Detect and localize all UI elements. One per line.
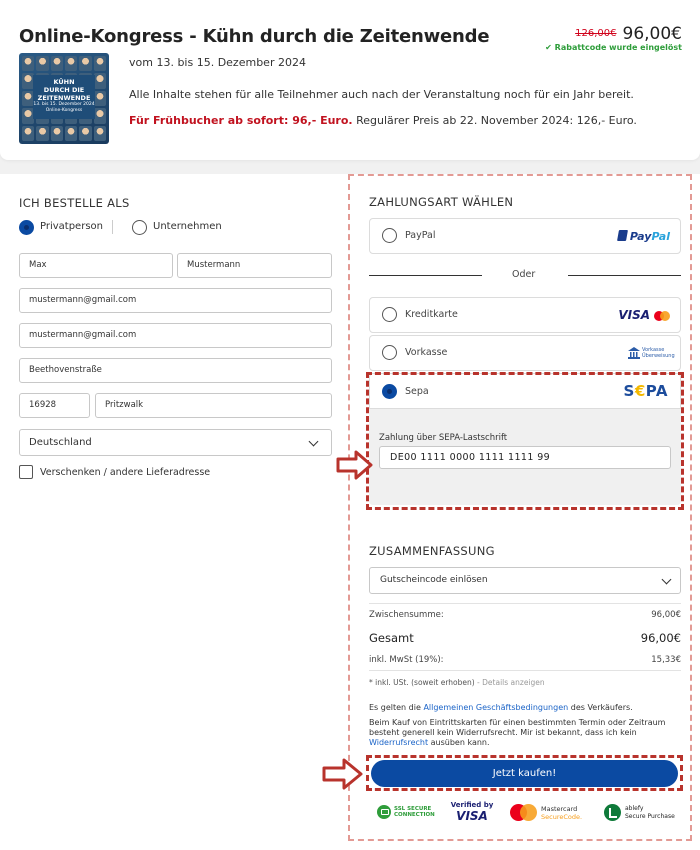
- withdrawal-link[interactable]: Widerrufsrecht: [369, 738, 429, 747]
- radio-card[interactable]: [382, 307, 397, 322]
- total-value: 96,00€: [640, 631, 681, 645]
- country-value: Deutschland: [29, 437, 92, 448]
- radio-paypal[interactable]: [382, 228, 397, 243]
- order-as-title: ICH BESTELLE ALS: [19, 196, 130, 210]
- radio-prepay[interactable]: [382, 345, 397, 360]
- first-name-input[interactable]: Max: [19, 253, 173, 278]
- email-confirm-input[interactable]: mustermann@gmail.com: [19, 323, 332, 348]
- divider: [369, 603, 681, 604]
- subtotal-label: Zwischensumme:: [369, 610, 444, 620]
- divider: [369, 670, 681, 671]
- promo-highlight: Für Frühbucher ab sofort: 96,- Euro.: [129, 114, 353, 127]
- vbv-text-a: Verified by: [450, 801, 494, 809]
- mastercard-securecode-badge: [510, 801, 590, 825]
- ablefy-badge: [604, 801, 680, 825]
- tax-note: [369, 678, 545, 687]
- street-input[interactable]: Beethovenstraße: [19, 358, 332, 383]
- chevron-down-icon: [309, 437, 319, 447]
- coupon-status: [545, 43, 682, 52]
- label-card: Kreditkarte: [405, 309, 458, 320]
- price-old: 126,00€: [575, 28, 617, 39]
- thumb-line2: DURCH DIE: [43, 86, 85, 94]
- zip-input[interactable]: 16928: [19, 393, 90, 418]
- total-label: Gesamt: [369, 631, 414, 645]
- ssl-text-a: SSL SECURE: [394, 806, 432, 812]
- sepa-logo-b: €: [634, 382, 646, 400]
- bank-transfer-logo-icon: [628, 345, 675, 363]
- verified-by-visa-badge: [447, 801, 497, 825]
- ssl-badge-text: [394, 806, 435, 818]
- mastercard-badge-text: [541, 805, 582, 821]
- ssl-text-b: CONNECTION: [394, 812, 435, 818]
- thumbnail-caption: [33, 75, 95, 119]
- payment-option-card[interactable]: [369, 297, 681, 333]
- email-input[interactable]: mustermann@gmail.com: [19, 288, 332, 313]
- coupon-status-text: Rabattcode wurde eingelöst: [554, 43, 682, 52]
- ablefy-text-b: Secure Purchase: [625, 813, 675, 820]
- check-icon: ✔: [545, 43, 552, 52]
- sepa-logo-a: S: [623, 382, 635, 400]
- ssl-badge: [377, 801, 442, 825]
- gift-checkbox[interactable]: [19, 465, 33, 479]
- terms-pre: Es gelten die: [369, 703, 424, 712]
- sepa-logo-c: PA: [645, 382, 668, 400]
- product-thumbnail: [19, 53, 109, 144]
- iban-input[interactable]: DE00 1111 0000 1111 1111 99: [379, 446, 671, 469]
- label-private: Privatperson: [40, 221, 103, 232]
- payment-option-paypal[interactable]: [369, 218, 681, 254]
- checkout-main: [0, 174, 700, 850]
- sepa-highlight-frame: [366, 372, 684, 510]
- mc-text-a: Mastercard: [541, 805, 578, 813]
- price-new: 96,00€: [622, 24, 682, 44]
- terms-text: [369, 703, 633, 712]
- or-divider-left: [369, 275, 482, 276]
- terms-post: des Verkäufers.: [568, 703, 633, 712]
- subtotal-value: 96,00€: [651, 610, 681, 620]
- visa-logo-icon: VISA: [618, 308, 650, 322]
- summary-title: ZUSAMMENFASSUNG: [369, 544, 495, 558]
- promo-regular: Regulärer Preis ab 22. November 2024: 126,- Euro.: [352, 114, 637, 127]
- bank-icon: [628, 347, 640, 359]
- mastercard-circle-icon-b: [520, 804, 537, 821]
- ablefy-logo-icon: [604, 804, 621, 821]
- last-name-input[interactable]: Mustermann: [177, 253, 332, 278]
- withdrawal-text: Beim Kauf von Eintrittskarten für einen bestimmten Termin oder Zeitraum besteht generell kein Widerrufsrecht. Mir ist bekannt, dass ich kein: [369, 718, 666, 737]
- radio-separator: [112, 220, 113, 234]
- label-prepay: Vorkasse: [405, 347, 448, 358]
- trust-badges: [369, 801, 681, 825]
- payment-title: ZAHLUNGSART WÄHLEN: [369, 195, 514, 209]
- arrow-right-icon: [322, 757, 364, 791]
- vat-label: inkl. MwSt (19%):: [369, 655, 444, 665]
- gift-label: Verschenken / andere Lieferadresse: [40, 467, 211, 478]
- radio-company[interactable]: [132, 220, 147, 235]
- or-label: Oder: [512, 269, 536, 280]
- product-header: [0, 0, 700, 160]
- thumb-line1: KÜHN: [53, 78, 75, 86]
- withdrawal-notice: [369, 718, 669, 748]
- ablefy-text-a: ablefy: [625, 805, 644, 812]
- price-box: [575, 24, 682, 44]
- event-promo: [129, 114, 637, 127]
- thumb-line4: 13. bis 15. Dezember 2024: [33, 102, 95, 107]
- thumb-line3: ZEITENWENDE: [37, 94, 91, 102]
- terms-link[interactable]: Allgemeinen Geschäftsbedingungen: [423, 703, 569, 712]
- details-link[interactable]: - Details anzeigen: [474, 678, 545, 687]
- prepay-logo-a: Vorkasse: [642, 347, 665, 353]
- bank-transfer-logo-text: [642, 347, 675, 359]
- tax-note-text: * inkl. USt. (soweit erhoben): [369, 678, 475, 687]
- prepay-logo-b: Überweisung: [642, 353, 675, 359]
- sepa-field-label: Zahlung über SEPA-Lastschrift: [379, 433, 508, 443]
- country-select[interactable]: [19, 429, 332, 456]
- ablefy-badge-text: [625, 805, 675, 821]
- lock-icon: [377, 805, 391, 819]
- city-input[interactable]: Pritzwalk: [95, 393, 332, 418]
- paypal-logo-a: Pay: [629, 230, 652, 243]
- product-title: Online-Kongress - Kühn durch die Zeitenwende: [19, 26, 490, 47]
- paypal-logo-icon: [618, 230, 670, 243]
- label-company: Unternehmen: [153, 221, 222, 232]
- vbv-text-b: VISA: [456, 809, 488, 823]
- voucher-dropdown[interactable]: [369, 567, 681, 594]
- label-sepa: Sepa: [405, 386, 429, 397]
- chevron-down-icon: [662, 575, 672, 585]
- event-info: Alle Inhalte stehen für alle Teilnehmer auch nach der Veranstaltung noch für ein Jahr bereit.: [129, 88, 634, 101]
- or-divider-right: [568, 275, 681, 276]
- vat-value: 15,33€: [651, 655, 681, 665]
- arrow-right-icon: [336, 449, 374, 481]
- thumb-line5: Online-Kongress: [45, 108, 83, 113]
- event-date: vom 13. bis 15. Dezember 2024: [129, 56, 306, 69]
- mastercard-logo-icon-b: [660, 311, 670, 321]
- payment-option-prepay[interactable]: [369, 335, 681, 371]
- buy-now-button[interactable]: Jetzt kaufen!: [371, 760, 678, 787]
- mc-text-b: SecureCode.: [541, 813, 583, 821]
- paypal-logo-b: Pal: [651, 230, 670, 243]
- withdrawal-post: ausüben kann.: [428, 738, 490, 747]
- label-paypal: PayPal: [405, 230, 436, 241]
- buy-highlight-frame: [366, 755, 683, 791]
- radio-private[interactable]: [19, 220, 34, 235]
- voucher-label: Gutscheincode einlösen: [380, 575, 488, 585]
